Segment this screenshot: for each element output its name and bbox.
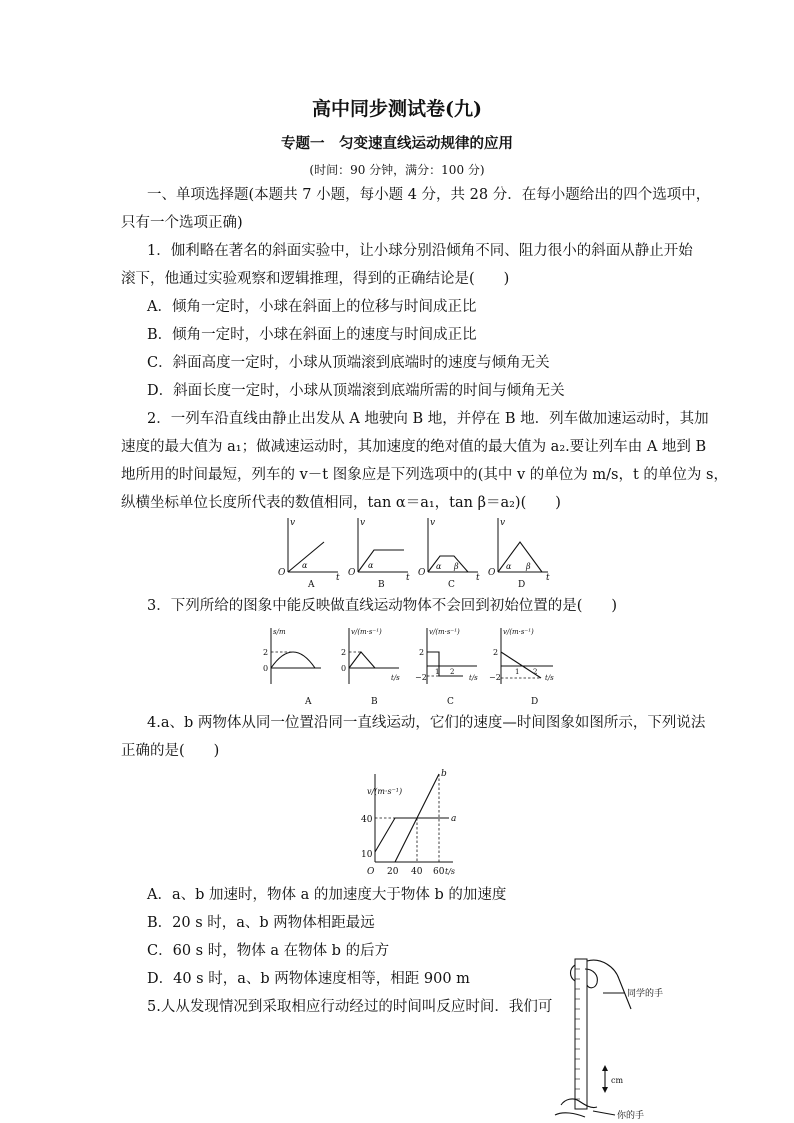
- q4-vt-graph: [345, 766, 475, 882]
- q2-d-t-label: t: [546, 573, 550, 583]
- q4-series-b-label: b: [441, 769, 447, 779]
- q3-d-two: 2: [493, 648, 499, 657]
- q1-option-d: D．斜面长度一定时，小球从顶端滚到底端所需的时间与倾角无关: [147, 383, 565, 399]
- q2-c-v-label: v: [430, 518, 436, 528]
- q4-origin: O: [367, 867, 375, 877]
- q2-c-origin: O: [418, 568, 426, 578]
- q2-c-label: C: [448, 580, 455, 590]
- q2-d-alpha: α: [506, 562, 512, 571]
- q3-b-xlabel: t/s: [391, 674, 400, 682]
- q3-d-two-x: 2: [533, 668, 538, 676]
- q2-a-t-label: t: [336, 573, 340, 583]
- q2-stem-line1: 2．一列车沿直线由静止出发从 A 地驶向 B 地，并停在 B 地．列车做加速运动时，其加: [147, 411, 709, 427]
- q5-stem: 5.人从发现情况到采取相应行动经过的时间叫反应时间．我们可: [147, 999, 553, 1015]
- q2-stem-line4: 纵横坐标单位长度所代表的数值相同，tan α＝a₁，tan β＝a₂)( ): [121, 495, 561, 511]
- your-hand-label: 你的手: [617, 1111, 645, 1121]
- q4-xtick-60: 60: [433, 867, 445, 877]
- q4-stem-line1: 4.a、b 两物体从同一位置沿同一直线运动，它们的速度—时间图象如图所示，下列说法: [147, 715, 706, 731]
- q1-option-b: B．倾角一定时，小球在斜面上的速度与时间成正比: [147, 327, 477, 343]
- q4-stem-line2: 正确的是( ): [121, 743, 220, 759]
- q3-b-ylabel: v/(m·s⁻¹): [351, 628, 382, 636]
- q3-b-label: B: [371, 697, 378, 707]
- q3-graph-d: [489, 628, 554, 707]
- q3-graph-c: [415, 628, 478, 707]
- q3-graph-a: [263, 628, 321, 707]
- q1-stem-line1: 1．伽利略在著名的斜面实验中，让小球分别沿倾角不同、阻力很小的斜面从静止开始: [147, 243, 693, 259]
- q4-ytick-40: 40: [361, 815, 373, 825]
- q3-d-neg-two: −2: [489, 673, 501, 682]
- q2-d-v-label: v: [500, 518, 506, 528]
- q4-xlabel: t/s: [445, 867, 456, 876]
- q3-graph-b: [341, 628, 400, 707]
- time-note: (时间：90 分钟，满分：100 分): [309, 163, 485, 177]
- page-subtitle: 专题一 匀变速直线运动规律的应用: [281, 135, 513, 152]
- q3-a-two: 2: [263, 648, 269, 657]
- friend-hand-label: 同学的手: [627, 989, 664, 999]
- q2-d-beta: β: [526, 562, 531, 571]
- q4-option-d: D．40 s 时，a、b 两物体速度相等，相距 900 m: [147, 971, 470, 987]
- q3-c-one: 1: [435, 668, 440, 676]
- q2-graph-b: [348, 518, 410, 590]
- q2-b-origin: O: [348, 568, 356, 578]
- q3-d-ylabel: v/(m·s⁻¹): [503, 628, 534, 636]
- friend-hand-outline: [587, 960, 631, 1009]
- q2-b-label: B: [378, 580, 385, 590]
- q4-series-a-line: [375, 818, 449, 852]
- q2-graph-a: [278, 518, 340, 590]
- q2-graph-c: [418, 518, 480, 590]
- ruler: [575, 959, 587, 1109]
- q3-c-label: C: [447, 697, 454, 707]
- q2-a-v-label: v: [290, 518, 296, 528]
- q2-c-beta: β: [454, 562, 459, 571]
- q4-option-b: B．20 s 时，a、b 两物体相距最远: [147, 915, 375, 931]
- q3-c-xlabel: t/s: [469, 674, 478, 682]
- q3-stem: 3．下列所给的图象中能反映做直线运动物体不会回到初始位置的是( ): [147, 598, 618, 614]
- q3-c-neg-two: −2: [415, 673, 427, 682]
- q2-stem-line2: 速度的最大值为 a₁；做减速运动时，其加速度的绝对值的最大值为 a₂.要让列车由 A 地到 B: [121, 439, 707, 455]
- q4-xtick-20: 20: [387, 867, 399, 877]
- q2-a-origin: O: [278, 568, 286, 578]
- q3-a-label: A: [305, 697, 312, 707]
- q3-b-two: 2: [341, 648, 347, 657]
- q4-ytick-10: 10: [361, 850, 373, 860]
- q2-c-alpha: α: [436, 562, 442, 571]
- q2-a-label: A: [308, 580, 315, 590]
- q3-graphs: [257, 622, 557, 706]
- q2-stem-line3: 地所用的时间最短，列车的 v－t 图象应是下列选项中的(其中 v 的单位为 m/s，t 的单位为 s，: [121, 467, 728, 483]
- unit-label: cm: [611, 1076, 624, 1085]
- q1-stem-line2: 滚下，他通过实验观察和逻辑推理，得到的正确结论是( ): [121, 271, 510, 287]
- q3-d-one: 1: [515, 668, 520, 676]
- section-intro-line1: 一、单项选择题(本题共 7 小题，每小题 4 分，共 28 分．在每小题给出的四个选项中，: [147, 187, 711, 203]
- q2-b-t-label: t: [406, 573, 410, 583]
- q5-ruler-figure: [545, 955, 695, 1123]
- q3-c-two: 2: [419, 648, 425, 657]
- q2-vt-graphs: [270, 512, 560, 590]
- q3-a-zero: 0: [263, 664, 269, 673]
- q2-graph-d: [488, 518, 550, 590]
- section-intro-line2: 只有一个选项正确): [121, 215, 243, 231]
- q2-d-origin: O: [488, 568, 496, 578]
- q4-series-a-label: a: [451, 814, 457, 824]
- q3-c-two-x: 2: [450, 668, 455, 676]
- q3-d-xlabel: t/s: [545, 674, 554, 682]
- q3-a-ylabel: s/m: [273, 628, 286, 636]
- q4-option-a: A．a、b 加速时，物体 a 的加速度大于物体 b 的加速度: [147, 887, 507, 903]
- q4-ylabel: v/(m·s⁻¹): [367, 787, 403, 796]
- q4-xtick-40: 40: [411, 867, 423, 877]
- page-title: 高中同步测试卷(九): [312, 98, 482, 120]
- q4-option-c: C．60 s 时，物体 a 在物体 b 的后方: [147, 943, 390, 959]
- q3-b-zero: 0: [341, 664, 347, 673]
- q2-d-label: D: [518, 580, 526, 590]
- q3-d-label: D: [531, 697, 539, 707]
- q2-b-v-label: v: [360, 518, 366, 528]
- q2-b-alpha: α: [368, 561, 374, 570]
- q2-c-t-label: t: [476, 573, 480, 583]
- q3-c-ylabel: v/(m·s⁻¹): [429, 628, 460, 636]
- q1-option-c: C．斜面高度一定时，小球从顶端滚到底端时的速度与倾角无关: [147, 355, 550, 371]
- q2-a-alpha: α: [302, 561, 308, 570]
- q1-option-a: A．倾角一定时，小球在斜面上的位移与时间成正比: [147, 299, 477, 315]
